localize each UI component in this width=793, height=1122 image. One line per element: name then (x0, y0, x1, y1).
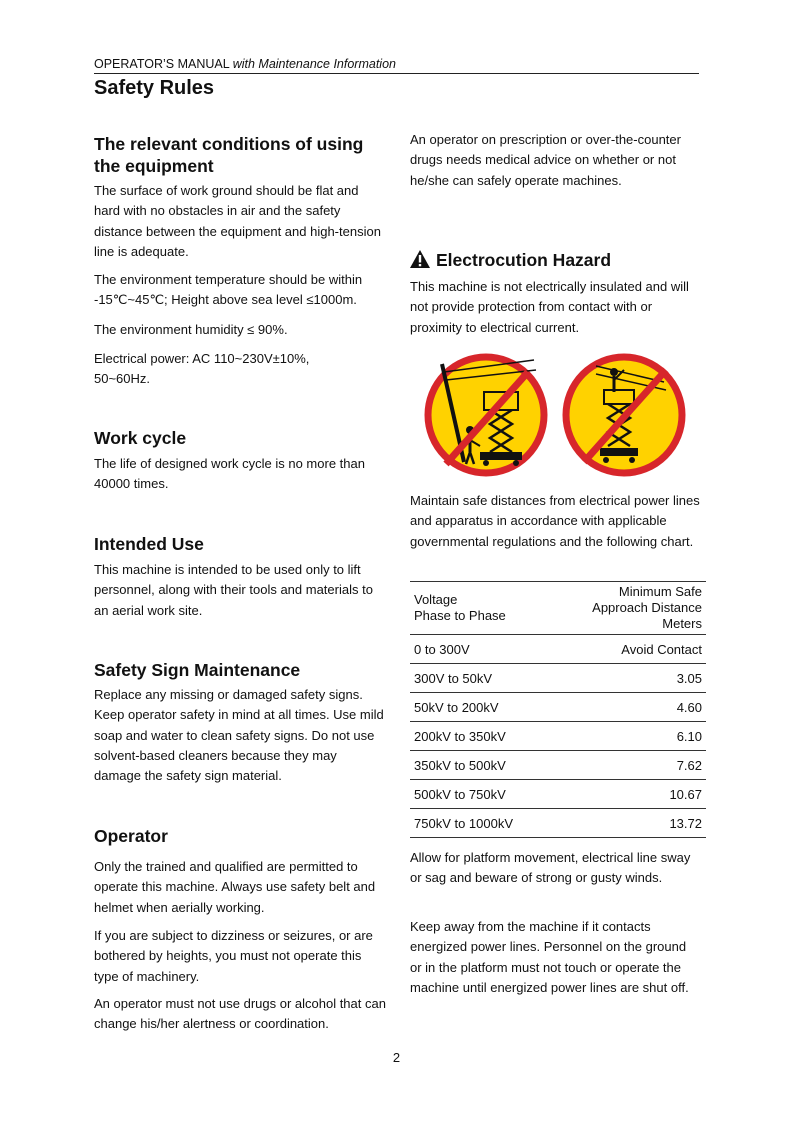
electro-heading: Electrocution Hazard (436, 250, 612, 270)
intended-heading: Intended Use (94, 534, 204, 554)
warning-triangle-icon (410, 250, 430, 273)
header-distance-line3: Meters (662, 616, 702, 631)
voltage-cell: 350kV to 500kV (410, 751, 551, 780)
conditions-p2: The environment temperature should be within -15℃~45℃; Height above sea level ≤1000m. (94, 272, 363, 308)
table-row (410, 664, 706, 693)
table-row (410, 780, 706, 809)
header-subtitle: with Maintenance Information (232, 57, 396, 71)
table-header-distance (551, 582, 706, 635)
header-distance-line1: Minimum Safe (618, 584, 702, 599)
electro-p4: Keep away from the machine if it contacts energized power lines. Personnel on the ground or in the platform must not touch or operate the machine until energized power lines are shut off. (410, 919, 689, 995)
voltage-cell: 300V to 50kV (410, 664, 551, 693)
distance-cell: 3.05 (551, 664, 706, 693)
voltage-cell: 0 to 300V (410, 635, 551, 664)
distance-cell: Avoid Contact (551, 635, 706, 664)
table-row (410, 722, 706, 751)
voltage-cell: 750kV to 1000kV (410, 809, 551, 838)
running-header (94, 57, 699, 74)
prohibit-sign-ground-contact (428, 357, 544, 473)
table-row (410, 809, 706, 838)
distance-cell: 7.62 (551, 751, 706, 780)
electro-p3: Allow for platform movement, electrical line sway or sag and beware of strong or gusty winds. (410, 850, 691, 886)
header-voltage-line2: Phase to Phase (414, 608, 506, 623)
header-voltage-line1: Voltage (414, 592, 458, 607)
operator-p4: An operator on prescription or over-the-counter drugs needs medical advice on whether or not he/she can safely operate machines. (410, 132, 681, 188)
table-row (410, 693, 706, 722)
conditions-p4: Electrical power: AC 110~230V±10%, 50~60Hz. (94, 351, 310, 387)
electrocution-prohibition-signs (424, 352, 688, 478)
signs-p1: Replace any missing or damaged safety signs. Keep operator safety in mind at all times. Use mild soap and water to clean safety signs. Do not use solvent-based cleaners because they may damage the safety sign material. (94, 687, 384, 784)
distance-cell: 13.72 (551, 809, 706, 838)
table-row (410, 635, 706, 664)
workcycle-p1: The life of designed work cycle is no more than 40000 times. (94, 456, 365, 492)
conditions-heading: The relevant conditions of using the equipment (94, 134, 364, 176)
operator-p2: If you are subject to dizziness or seizures, or are bothered by heights, you must not operate this type of machinery. (94, 928, 373, 984)
distance-cell: 10.67 (551, 780, 706, 809)
voltage-cell: 500kV to 750kV (410, 780, 551, 809)
page-title: Safety Rules (94, 77, 215, 99)
page-number: 2 (392, 1050, 401, 1065)
conditions-p1: The surface of work ground should be flat and hard with no obstacles in air and the safety distance between the equipment and high-tension line is adequate. (94, 183, 381, 259)
operator-p1: Only the trained and qualified are permitted to operate this machine. Always use safety belt and helmet when aerially working. (94, 859, 376, 915)
operator-p3: An operator must not use drugs or alcohol that can change his/her alertness or coordination. (94, 996, 386, 1032)
prohibit-sign-platform-contact (566, 357, 682, 473)
intended-p1: This machine is intended to be used only to lift personnel, along with their tools and materials to an aerial work site. (94, 562, 373, 618)
conditions-p3: The environment humidity ≤ 90%. (94, 322, 288, 337)
table-header-voltage (410, 582, 551, 635)
electro-heading-wrap (410, 249, 611, 273)
distance-cell: 6.10 (551, 722, 706, 751)
voltage-cell: 50kV to 200kV (410, 693, 551, 722)
header-distance-line2: Approach Distance (592, 600, 702, 615)
operator-heading: Operator (94, 826, 168, 846)
signs-heading: Safety Sign Maintenance (94, 660, 301, 680)
electro-p1: This machine is not electrically insulated and will not provide protection from contact with or proximity to electrical current. (410, 279, 689, 335)
header-manual: OPERATOR’S MANUAL (94, 57, 230, 71)
workcycle-heading: Work cycle (94, 428, 187, 448)
table-header-row (410, 582, 706, 635)
voltage-cell: 200kV to 350kV (410, 722, 551, 751)
table-row (410, 751, 706, 780)
electro-p2: Maintain safe distances from electrical power lines and apparatus in accordance with applicable governmental regulations and the following chart. (410, 493, 700, 549)
safe-distance-table (410, 581, 706, 838)
distance-cell: 4.60 (551, 693, 706, 722)
